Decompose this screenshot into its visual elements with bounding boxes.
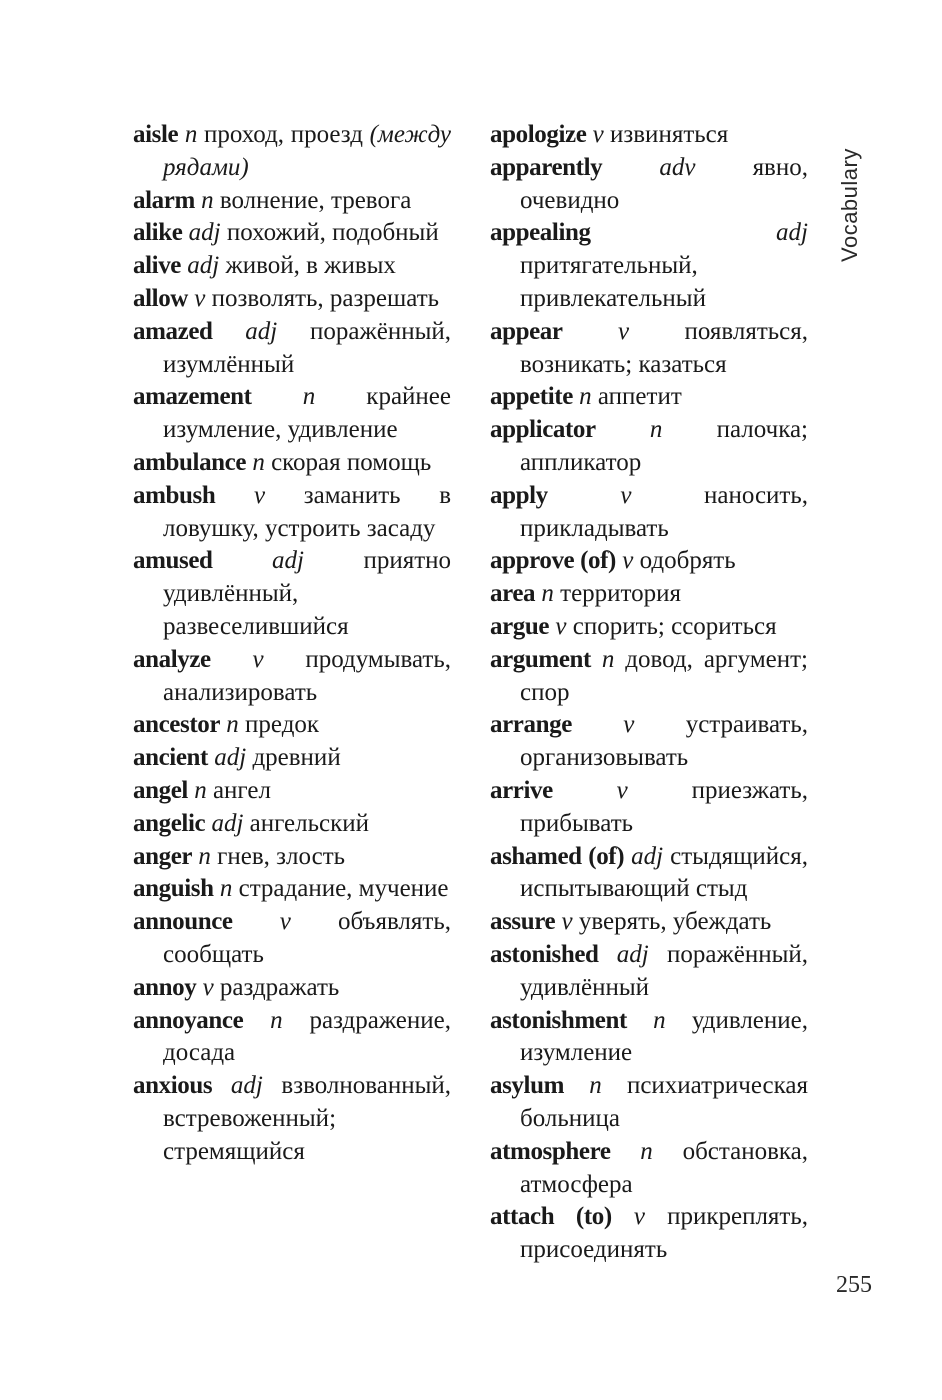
entry-translation: аппетит xyxy=(597,383,682,411)
entry-part-of-speech: adv xyxy=(659,153,696,181)
entry-headword: annoyance xyxy=(133,1006,244,1034)
entry-translation: довод, аргумент; спор xyxy=(520,645,809,706)
entry-headword: astonishment xyxy=(490,1006,627,1034)
entry-headword: annoy xyxy=(133,973,197,1001)
entry-translation: стыдящийся, испытывающий стыд xyxy=(520,842,809,903)
entry-translation: одобрять xyxy=(639,547,736,575)
entry-headword: ancestor xyxy=(133,711,221,739)
vocabulary-entry xyxy=(490,217,808,315)
entry-part-of-speech: v xyxy=(254,481,266,509)
entry-part-of-speech: n xyxy=(541,580,554,608)
entry-translation: территория xyxy=(560,580,682,608)
entry-headword: amused xyxy=(133,547,213,575)
vocabulary-entry xyxy=(490,775,808,841)
entry-translation: позволять, разрешать xyxy=(211,284,440,312)
entry-translation: взволнованный, встревоженный; стремящийся xyxy=(163,1072,452,1165)
entry-translation: поражённый, удивлённый xyxy=(520,940,808,1001)
entry-translation: палочка; аппликатор xyxy=(520,416,808,476)
entry-headword: appear xyxy=(490,317,563,345)
entry-headword: ambulance xyxy=(133,448,247,476)
vocabulary-entry xyxy=(490,1201,808,1267)
entry-headword: ashamed (of) xyxy=(490,842,625,870)
entry-translation: явно, очевидно xyxy=(520,153,808,214)
entry-part-of-speech: v xyxy=(620,481,632,509)
entry-part-of-speech: v xyxy=(194,284,206,312)
entry-headword: atmosphere xyxy=(490,1137,611,1165)
entry-translation: продумывать, анализировать xyxy=(163,645,451,706)
vocabulary-entry xyxy=(133,644,451,710)
entry-translation: обстановка, атмосфера xyxy=(520,1137,809,1198)
vocabulary-entry xyxy=(133,217,451,250)
vocabulary-entry xyxy=(133,119,451,185)
vocabulary-entry xyxy=(490,578,808,611)
entry-headword: angelic xyxy=(133,809,206,837)
vocabulary-entry xyxy=(490,152,808,218)
entry-part-of-speech: n xyxy=(201,186,214,214)
entry-headword: appetite xyxy=(490,383,573,411)
entry-headword: allow xyxy=(133,284,188,312)
entry-translation: заманить в ловушку, устроить засаду xyxy=(163,481,452,542)
entry-translation: древний xyxy=(252,744,341,772)
vocabulary-entry xyxy=(490,611,808,644)
entry-headword: attach (to) xyxy=(490,1203,612,1231)
entry-part-of-speech: adj xyxy=(631,842,664,870)
entry-translation: приезжать, прибывать xyxy=(520,776,808,837)
entry-headword: angel xyxy=(133,776,188,804)
entry-headword: apply xyxy=(490,481,548,509)
entry-note: (между рядами) xyxy=(163,121,451,181)
entry-translation: приятно удивлённый, развеселившийся xyxy=(163,547,452,640)
vocabulary-entry xyxy=(133,185,451,218)
entry-headword: announce xyxy=(133,908,233,936)
entry-headword: apologize xyxy=(490,121,587,148)
entry-translation: живой, в живых xyxy=(225,252,396,280)
entry-part-of-speech: adj xyxy=(211,809,244,837)
running-head: Vocabulary xyxy=(837,148,862,262)
vocabulary-entry xyxy=(133,283,451,316)
vocabulary-entry xyxy=(490,644,808,710)
entry-part-of-speech: adj xyxy=(187,252,220,280)
entry-translation: притягательный, привлекательный xyxy=(520,252,706,312)
entry-headword: area xyxy=(490,580,536,608)
vocabulary-entry xyxy=(133,381,451,447)
vocabulary-entry xyxy=(490,316,808,382)
vocabulary-entry xyxy=(133,1005,451,1071)
entry-part-of-speech: v xyxy=(555,612,567,640)
entry-headword: ancient xyxy=(133,744,208,772)
entry-translation: проход, проезд xyxy=(204,121,363,148)
vocabulary-entry xyxy=(490,480,808,546)
entry-headword: ambush xyxy=(133,481,216,509)
entry-translation: прикреплять, присоединять xyxy=(520,1203,809,1264)
entry-headword: analyze xyxy=(133,645,211,673)
entry-part-of-speech: n xyxy=(589,1072,602,1100)
vocabulary-entry xyxy=(133,447,451,480)
entry-part-of-speech: n xyxy=(579,383,592,411)
vocabulary-entry xyxy=(490,1005,808,1071)
entry-part-of-speech: n xyxy=(184,121,198,148)
vocabulary-column-left xyxy=(133,119,451,1169)
entry-translation: скорая помощь xyxy=(271,448,432,476)
entry-part-of-speech: n xyxy=(198,842,211,870)
vocabulary-entry xyxy=(133,709,451,742)
entry-translation: раздражать xyxy=(219,973,340,1001)
entry-translation: ангел xyxy=(212,776,271,804)
entry-headword: arrange xyxy=(490,711,572,739)
vocabulary-entry xyxy=(133,775,451,808)
entry-headword: anxious xyxy=(133,1072,213,1100)
vocabulary-entry xyxy=(133,906,451,972)
entry-headword: aisle xyxy=(133,121,179,148)
entry-translation: страдание, мучение xyxy=(238,875,449,903)
entry-part-of-speech: n xyxy=(601,645,615,673)
entry-part-of-speech: n xyxy=(270,1006,283,1034)
entry-headword: anger xyxy=(133,842,193,870)
entry-translation: гнев, злость xyxy=(217,842,346,870)
entry-translation: уверять, убеждать xyxy=(578,908,772,936)
entry-headword: applicator xyxy=(490,416,596,444)
entry-part-of-speech: n xyxy=(252,448,265,476)
entry-part-of-speech: adj xyxy=(230,1072,263,1100)
entry-translation: объявлять, сообщать xyxy=(163,908,451,968)
entry-part-of-speech: v xyxy=(616,776,628,804)
entry-translation: предок xyxy=(245,711,320,739)
entry-headword: astonished xyxy=(490,940,599,968)
vocabulary-entry xyxy=(133,316,451,382)
entry-headword: amazement xyxy=(133,383,252,411)
entry-translation: извиняться xyxy=(610,121,729,148)
entry-part-of-speech: adj xyxy=(776,219,808,247)
entry-part-of-speech: adj xyxy=(188,219,221,247)
entry-part-of-speech: v xyxy=(592,121,604,148)
vocabulary-entry xyxy=(133,808,451,841)
entry-translation: ангельский xyxy=(249,809,370,837)
entry-translation: устраивать, организовывать xyxy=(520,711,809,772)
entry-headword: apparently xyxy=(490,153,603,181)
entry-part-of-speech: v xyxy=(252,645,264,673)
entry-translation: появляться, возникать; казаться xyxy=(520,317,808,378)
vocabulary-entry xyxy=(133,972,451,1005)
entry-part-of-speech: adj xyxy=(245,317,278,345)
entry-part-of-speech: adj xyxy=(272,547,304,575)
entry-translation: спорить; ссориться xyxy=(572,612,777,640)
vocabulary-entry xyxy=(133,742,451,775)
entry-headword: appealing xyxy=(490,219,591,247)
entry-part-of-speech: v xyxy=(202,973,214,1001)
entry-part-of-speech: v xyxy=(279,908,291,936)
entry-headword: amazed xyxy=(133,317,213,345)
vocabulary-entry xyxy=(490,119,808,152)
vocabulary-entry xyxy=(490,1136,808,1202)
entry-headword: anguish xyxy=(133,875,214,903)
entry-translation: похожий, подобный xyxy=(226,219,439,247)
vocabulary-entry xyxy=(133,841,451,874)
entry-headword: alarm xyxy=(133,186,195,214)
entry-translation: поражённый, изумлённый xyxy=(163,317,452,378)
entry-part-of-speech: adj xyxy=(616,940,649,968)
entry-translation: психиатрическая больница xyxy=(520,1072,808,1132)
entry-part-of-speech: n xyxy=(302,383,316,411)
vocabulary-entry xyxy=(133,250,451,283)
entry-translation: крайнее изумление, удивление xyxy=(163,383,451,444)
entry-part-of-speech: v xyxy=(623,711,635,739)
vocabulary-entry xyxy=(490,545,808,578)
entry-part-of-speech: v xyxy=(617,317,630,345)
entry-headword: alike xyxy=(133,219,183,247)
vocabulary-entry xyxy=(490,709,808,775)
entry-translation: волнение, тревога xyxy=(219,186,412,214)
entry-headword: argument xyxy=(490,645,591,673)
entry-translation: раздражение, досада xyxy=(163,1006,452,1067)
entry-headword: assure xyxy=(490,908,556,936)
entry-part-of-speech: v xyxy=(633,1203,645,1231)
vocabulary-entry xyxy=(133,545,451,643)
entry-part-of-speech: n xyxy=(226,711,239,739)
vocabulary-entry xyxy=(133,873,451,906)
entry-headword: approve (of) xyxy=(490,547,616,575)
vocabulary-entry xyxy=(490,1070,808,1136)
vocabulary-entry xyxy=(490,414,808,480)
vocabulary-entry xyxy=(133,1070,451,1168)
page-number: 255 xyxy=(836,1272,872,1298)
entry-part-of-speech: n xyxy=(194,776,207,804)
vocabulary-entry xyxy=(490,381,808,414)
entry-translation: удивление, изумление xyxy=(520,1006,809,1067)
entry-headword: alive xyxy=(133,252,181,280)
entry-translation: наносить, прикладывать xyxy=(520,481,808,542)
vocabulary-entry xyxy=(490,906,808,939)
entry-part-of-speech: v xyxy=(561,908,573,936)
vocabulary-entry xyxy=(490,939,808,1005)
entry-part-of-speech: n xyxy=(649,416,663,444)
entry-headword: argue xyxy=(490,612,550,640)
entry-part-of-speech: n xyxy=(653,1006,666,1034)
entry-part-of-speech: n xyxy=(219,875,233,903)
vocabulary-entry xyxy=(133,480,451,546)
entry-headword: arrive xyxy=(490,776,553,804)
vocabulary-column-right xyxy=(490,119,808,1267)
vocabulary-entry xyxy=(490,841,808,907)
entry-headword: asylum xyxy=(490,1072,565,1100)
entry-part-of-speech: v xyxy=(622,547,634,575)
entry-part-of-speech: n xyxy=(640,1137,653,1165)
entry-part-of-speech: adj xyxy=(214,744,247,772)
